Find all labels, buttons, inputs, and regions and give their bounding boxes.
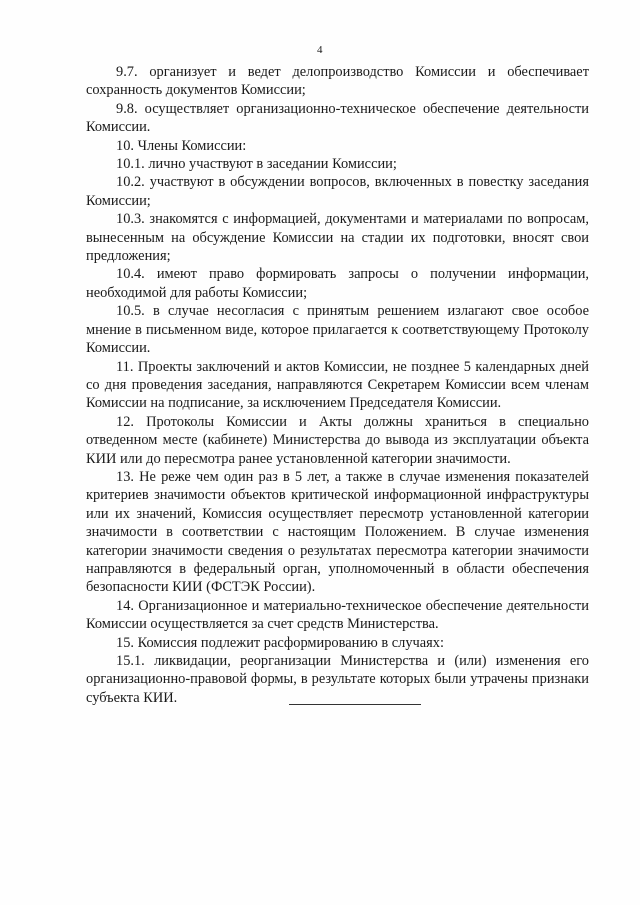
paragraph-12: 12. Протоколы Комиссии и Акты должны храниться в специально отведенном месте (кабинете) Министерства до вывода из эксплуатации объекта КИИ или до пересмотра ранее установленной категории значимости. — [86, 413, 589, 467]
paragraph-9-7: 9.7. организует и ведет делопроизводство Комиссии и обеспечивает сохранность документов Комиссии; — [86, 64, 589, 99]
paragraph-9-8: 9.8. осуществляет организационно-техническое обеспечение деятельности Комиссии. — [86, 100, 589, 136]
paragraph-11: 11. Проекты заключений и актов Комиссии, не позднее 5 календарных дней со дня проведения заседания, направляются Секретарем Комиссии всем членам Комиссии на подписание, за исключением Председателя Комиссии. — [86, 358, 589, 412]
paragraph-10-3: 10.3. знакомятся с информацией, документами и материалами по вопросам, вынесенным на обсуждение Комиссии на стадии их подготовки, вносят свои предложения; — [86, 211, 589, 265]
paragraph-10: 10. Члены Комиссии: — [116, 137, 247, 154]
paragraph-10-1: 10.1. лично участвуют в заседании Комиссии; — [116, 156, 397, 173]
document-body — [86, 63, 589, 707]
paragraph-10-5: 10.5. в случае несогласия с принятым решением излагают свое особое мнение в письменном виде, которое прилагается к соответствующему Протоколу Комиссии. — [86, 303, 589, 357]
closing-divider-line — [289, 704, 421, 705]
paragraph-13: 13. Не реже чем один раз в 5 лет, а также в случае изменения показателей критериев значимости объектов критической информационной инфраструктуры или их значений, Комиссия осуществляет пересмотр установленной категории значимости в соответствии с настоящим Положением. В случае изменения категории значимости сведения о результатах пересмотра категории значимости направляются в федеральный орган, уполномоченный в области обеспечения безопасности КИИ (ФСТЭК России). — [86, 468, 589, 596]
page-number: 4 — [317, 44, 323, 56]
paragraph-10-4: 10.4. имеют право формировать запросы о получении информации, необходимой для работы Комиссии; — [86, 266, 589, 301]
paragraph-15: 15. Комиссия подлежит расформированию в случаях: — [116, 634, 444, 651]
paragraph-14: 14. Организационное и материально-техническое обеспечение деятельности Комиссии осуществляется за счет средств Министерства. — [86, 597, 589, 633]
paragraph-15-1: 15.1. ликвидации, реорганизации Министерства и (или) изменения его организационно-правовой формы, в результате которых были утрачены признаки субъекта КИИ. — [86, 653, 589, 706]
paragraph-10-2: 10.2. участвуют в обсуждении вопросов, включенных в повестку заседания Комиссии; — [86, 174, 589, 209]
